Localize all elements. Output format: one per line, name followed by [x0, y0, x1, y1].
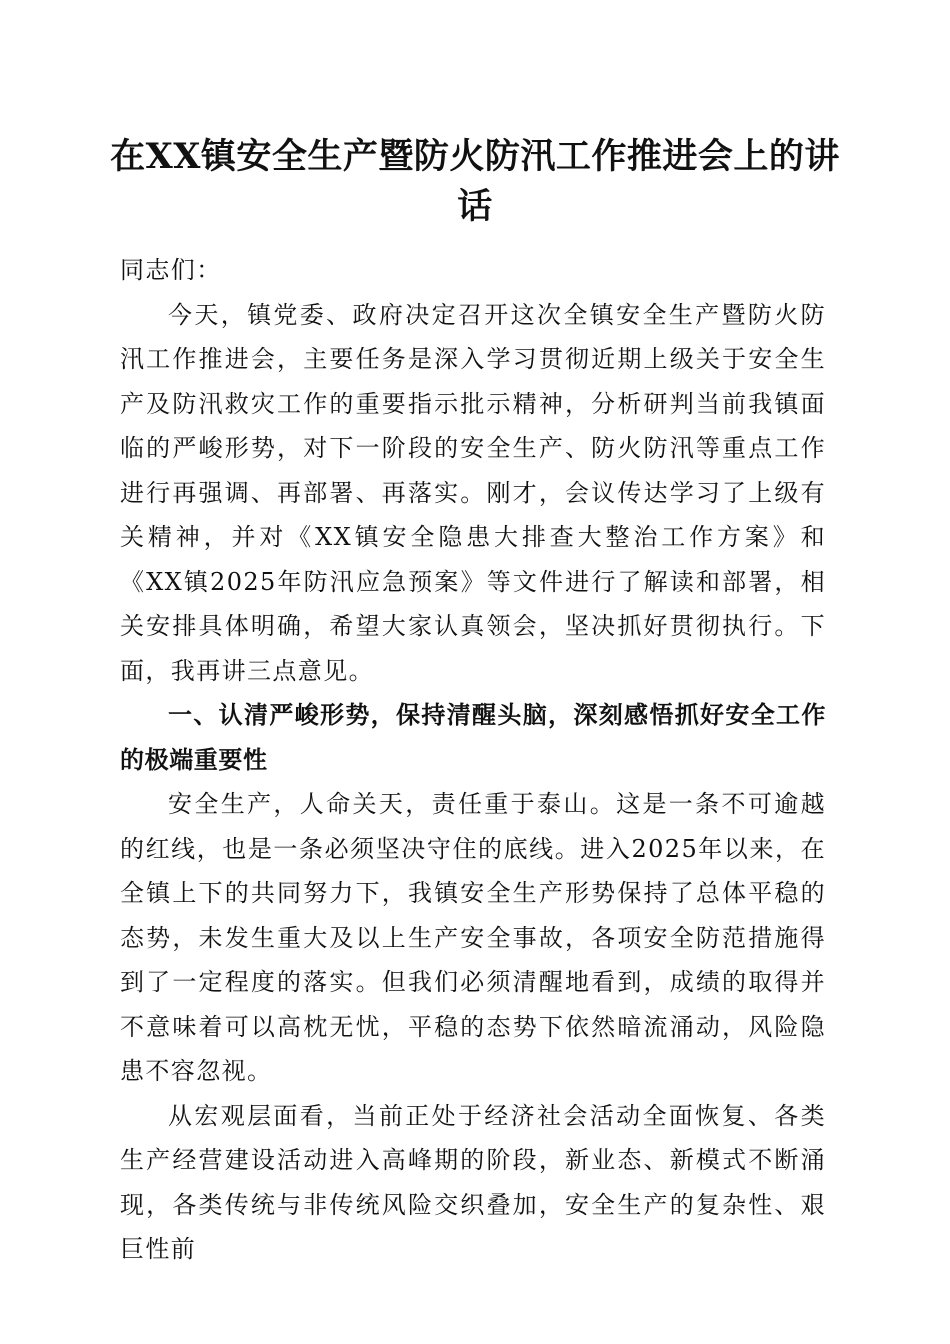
greeting: 同志们： — [120, 256, 222, 284]
section1-paragraph-1: 安全生产，人命关天，责任重于泰山。这是一条不可逾越的红线，也是一条必须坚决守住的底线。进入2025年以来，在全镇上下的共同努力下，我镇安全生产形势保持了总体平稳的态势，未发生重大及以上生产安全事故，各项安全防范措施得到了一定程度的落实。但我们必须清醒地看到，成绩的取得并不意味着可以高枕无忧，平稳的态势下依然暗流涌动，风险隐患不容忽视。 — [120, 790, 826, 1085]
intro-paragraph: 今天，镇党委、政府决定召开这次全镇安全生产暨防火防汛工作推进会，主要任务是深入学习贯彻近期上级关于安全生产及防汛救灾工作的重要指示批示精神，分析研判当前我镇面临的严峻形势，对下一阶段的安全生产、防火防汛等重点工作进行再强调、再部署、再落实。刚才，会议传达学习了上级有关精神，并对《XX镇安全隐患大排查大整治工作方案》和《XX镇2025年防汛应急预案》等文件进行了解读和部署，相关安排具体明确，希望大家认真领会，坚决抓好贯彻执行。下面，我再讲三点意见。 — [120, 300, 826, 685]
document-body — [120, 248, 826, 1272]
section-heading-1: 一、认清严峻形势，保持清醒头脑，深刻感悟抓好安全工作的极端重要性 — [120, 701, 826, 774]
section1-paragraph-2: 从宏观层面看，当前正处于经济社会活动全面恢复、各类生产经营建设活动进入高峰期的阶段，新业态、新模式不断涌现，各类传统与非传统风险交织叠加，安全生产的复杂性、艰巨性前 — [120, 1101, 826, 1263]
document-title: 在XX镇安全生产暨防火防汛工作推进会上的讲话 — [110, 136, 840, 227]
